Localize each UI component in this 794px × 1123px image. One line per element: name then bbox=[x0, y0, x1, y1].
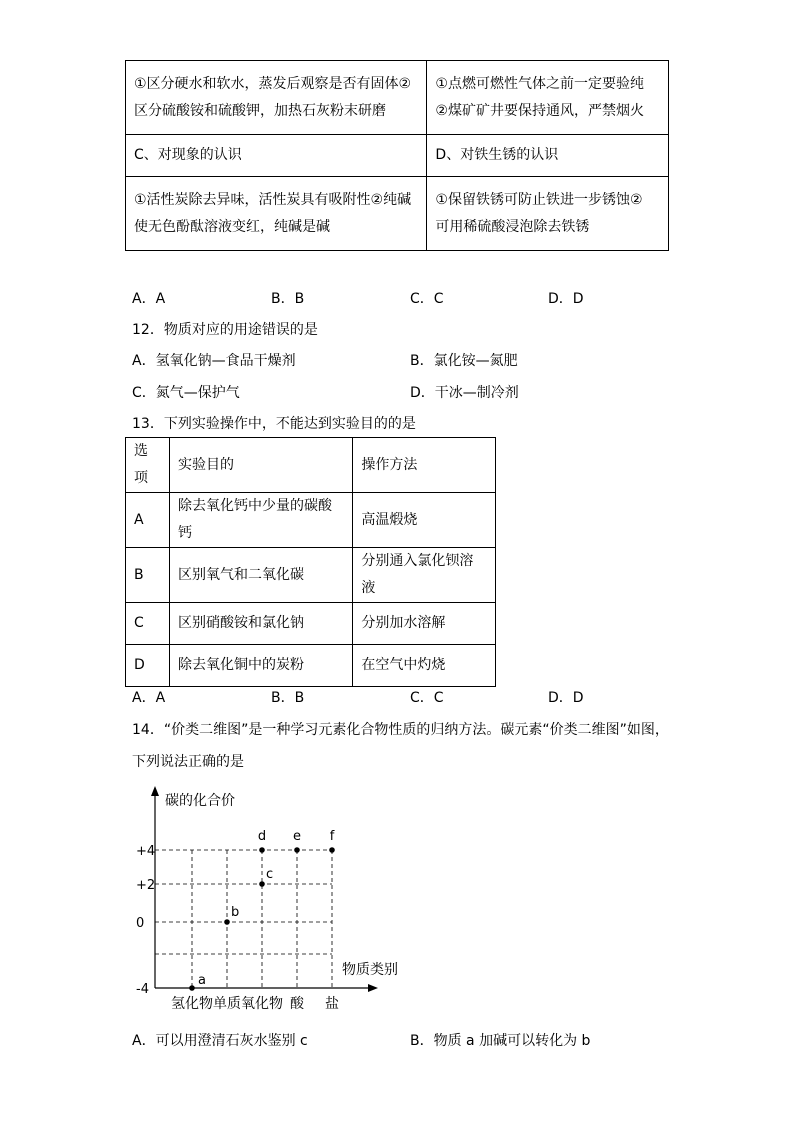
y-axis-label: 碳的化合价 bbox=[165, 793, 235, 809]
q13-table bbox=[125, 437, 496, 687]
q13-cell: C bbox=[126, 603, 170, 645]
q11-text: ①活性炭除去异味，活性炭具有吸附性②纯碱 bbox=[134, 191, 412, 208]
q13-cell: 区别氧气和二氧化碳 bbox=[169, 548, 352, 603]
q11-text: 可用稀硫酸浸泡除去铁锈 bbox=[435, 218, 590, 235]
q11-option-c[interactable]: C．C bbox=[410, 291, 444, 307]
q11-cell-r2c1: C、对现象的认识 bbox=[126, 135, 427, 177]
q11-cell-r3c1 bbox=[126, 177, 427, 251]
q13-cell: 分别通入氯化钡溶液 bbox=[353, 548, 496, 603]
point-label-a: a bbox=[198, 973, 206, 988]
point-c bbox=[259, 881, 265, 887]
q13-cell: 分别加水溶解 bbox=[353, 603, 496, 645]
point-d bbox=[259, 847, 265, 853]
q11-table bbox=[125, 60, 669, 251]
q11-option-a[interactable]: A．A bbox=[132, 291, 166, 307]
q11-cell-r3c2 bbox=[427, 177, 669, 251]
q11-cell-r1c1 bbox=[126, 61, 427, 135]
y-axis-arrow bbox=[151, 786, 159, 796]
q11-cell-r1c2 bbox=[427, 61, 669, 135]
q13-cell: 区别硝酸铵和氯化钠 bbox=[169, 603, 352, 645]
q11-cell-r2c2: D、对铁生锈的认识 bbox=[427, 135, 669, 177]
q13-header-option: 选项 bbox=[126, 438, 170, 493]
point-a bbox=[189, 985, 195, 991]
q11-text: 区分硫酸铵和硫酸钾，加热石灰粉末研磨 bbox=[134, 102, 386, 119]
x-category-label: 盐 bbox=[325, 996, 339, 1012]
point-b bbox=[224, 919, 230, 925]
q11-text: 使无色酚酞溶液变红，纯碱是碱 bbox=[134, 218, 330, 235]
point-label-d: d bbox=[257, 829, 267, 844]
q12-option-c[interactable]: C．氮气—保护气 bbox=[132, 385, 240, 401]
q11-option-d[interactable]: D．D bbox=[548, 291, 584, 307]
q13-cell: B bbox=[126, 548, 170, 603]
q13-option-a[interactable]: A．A bbox=[132, 690, 166, 706]
q11-text: ①保留铁锈可防止铁进一步锈蚀② bbox=[435, 191, 643, 208]
q11-option-b[interactable]: B．B bbox=[271, 291, 305, 307]
q12-option-a[interactable]: A．氢氧化钠—食品干燥剂 bbox=[132, 353, 296, 369]
q13-cell: 在空气中灼烧 bbox=[353, 645, 496, 687]
q14-option-a[interactable]: A．可以用澄清石灰水鉴别 c bbox=[132, 1033, 308, 1049]
q13-cell: 除去氧化钙中少量的碳酸钙 bbox=[169, 493, 352, 548]
point-e bbox=[294, 847, 300, 853]
valence-category-chart bbox=[130, 780, 420, 1020]
q14-stem-line1: 14．“价类二维图”是一种学习元素化合物性质的归纳方法。碳元素“价类二维图”如图， bbox=[132, 722, 669, 738]
q11-text: ①点燃可燃性气体之前一定要验纯 bbox=[435, 75, 644, 92]
y-tick-label: +4 bbox=[136, 844, 156, 859]
point-label-c: c bbox=[266, 867, 274, 882]
y-tick-label: -4 bbox=[136, 982, 149, 997]
x-axis-arrow bbox=[368, 984, 378, 992]
x-category-label: 氢化物 bbox=[171, 996, 213, 1012]
point-label-b: b bbox=[231, 905, 240, 920]
x-axis-label: 物质类别 bbox=[342, 962, 398, 978]
q13-option-d[interactable]: D．D bbox=[548, 690, 584, 706]
q14-option-b[interactable]: B．物质 a 加碱可以转化为 b bbox=[410, 1033, 591, 1049]
y-tick-label: +2 bbox=[136, 878, 156, 893]
q13-header-method: 操作方法 bbox=[353, 438, 496, 493]
point-label-f: f bbox=[329, 829, 335, 844]
q13-cell: 高温煅烧 bbox=[353, 493, 496, 548]
q13-option-b[interactable]: B．B bbox=[271, 690, 305, 706]
y-tick-label: 0 bbox=[136, 916, 145, 931]
q12-option-d[interactable]: D．干冰—制冷剂 bbox=[410, 385, 519, 401]
q13-cell: D bbox=[126, 645, 170, 687]
q12-stem: 12．物质对应的用途错误的是 bbox=[132, 322, 318, 338]
x-category-label: 酸 bbox=[290, 996, 304, 1012]
q13-header-purpose: 实验目的 bbox=[169, 438, 352, 493]
point-f bbox=[329, 847, 335, 853]
q12-option-b[interactable]: B．氯化铵—氮肥 bbox=[410, 353, 518, 369]
q13-stem: 13．下列实验操作中，不能达到实验目的的是 bbox=[132, 416, 416, 432]
q11-text: ①区分硬水和软水，蒸发后观察是否有固体② bbox=[134, 75, 412, 92]
point-label-e: e bbox=[293, 829, 301, 844]
q11-text: ②煤矿矿井要保持通风，严禁烟火 bbox=[435, 102, 644, 119]
q14-stem-line2: 下列说法正确的是 bbox=[132, 754, 244, 770]
x-category-label: 单质 bbox=[213, 996, 241, 1012]
q13-cell: A bbox=[126, 493, 170, 548]
q13-option-c[interactable]: C．C bbox=[410, 690, 444, 706]
x-category-label: 氧化物 bbox=[241, 996, 283, 1012]
q13-cell: 除去氧化铜中的炭粉 bbox=[169, 645, 352, 687]
